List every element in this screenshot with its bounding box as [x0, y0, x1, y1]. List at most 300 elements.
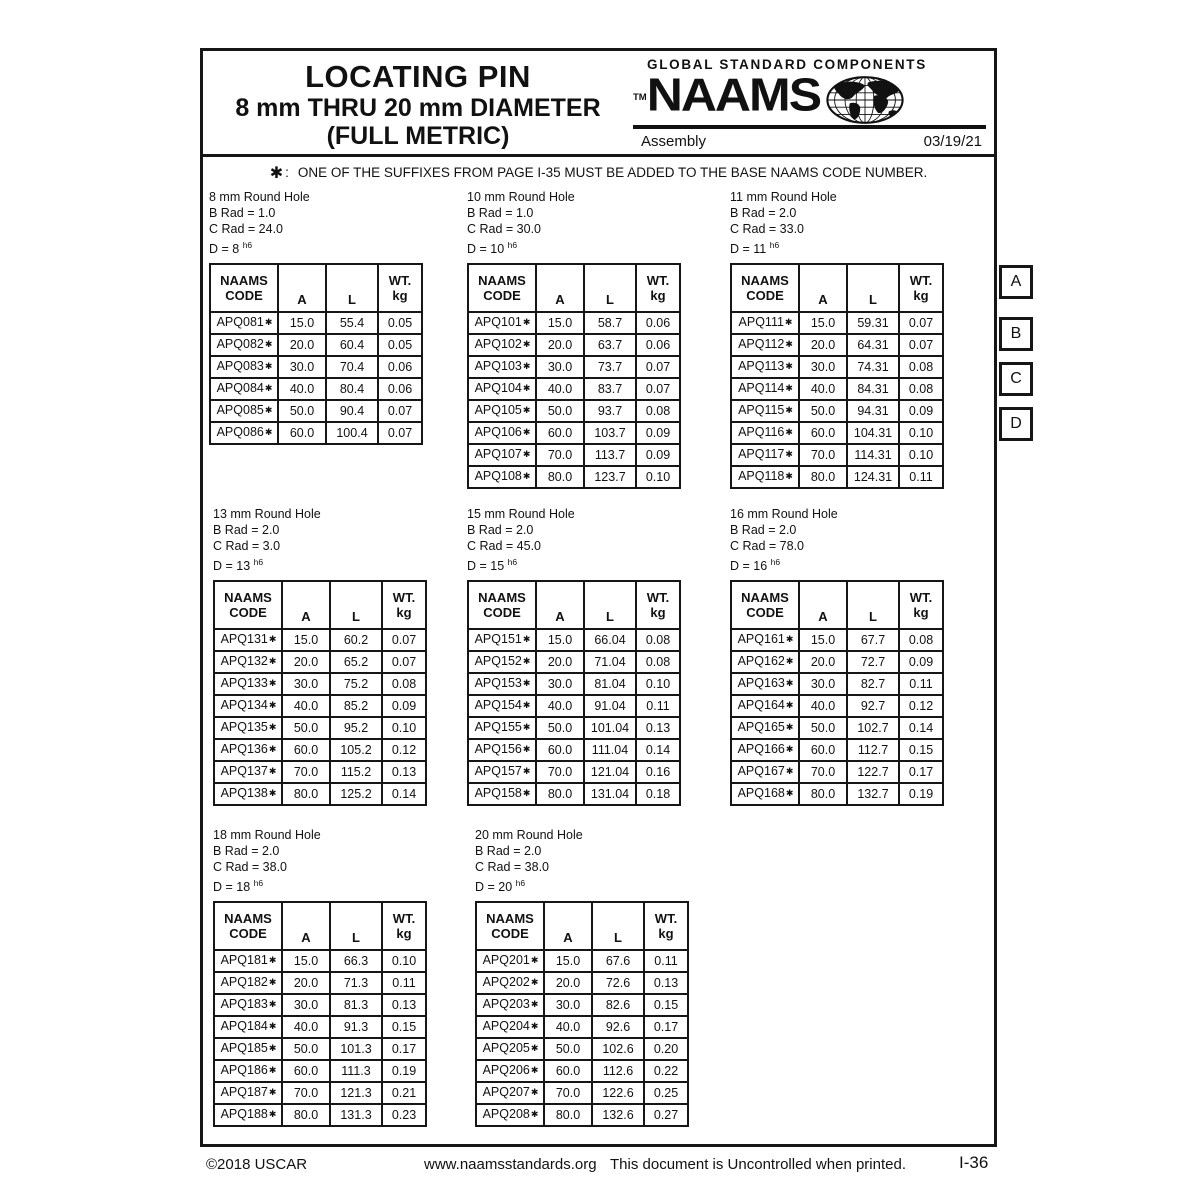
l-value-cell: 121.3 [330, 1082, 382, 1104]
b-rad-value: B Rad = 2.0 [467, 523, 534, 537]
wt-value-cell: 0.13 [644, 972, 688, 994]
naams-code-cell: APQ101✱ [468, 312, 536, 334]
wt-value-cell: 0.08 [636, 400, 680, 422]
naams-code-cell: APQ135✱ [214, 717, 282, 739]
naams-code-cell: APQ116✱ [731, 422, 799, 444]
naams-code-cell: APQ083✱ [210, 356, 278, 378]
naams-code-cell: APQ151✱ [468, 629, 536, 651]
table-row [476, 972, 688, 994]
wt-value-cell: 0.17 [899, 761, 943, 783]
col-header-wt: WT. kg [636, 264, 680, 312]
naams-table [209, 263, 423, 445]
col-header-naams-code: NAAMS CODE [468, 581, 536, 629]
hole-size-label: 18 mm Round Hole [213, 828, 321, 842]
c-rad-value: C Rad = 33.0 [730, 222, 805, 236]
naams-code-cell: APQ203✱ [476, 994, 544, 1016]
asterisk-icon: ✱ [785, 634, 794, 645]
col-header-naams-code: NAAMS CODE [468, 264, 536, 312]
l-value-cell: 72.6 [592, 972, 644, 994]
a-value-cell: 80.0 [536, 466, 584, 488]
a-value-cell: 40.0 [282, 695, 330, 717]
b-rad-value: B Rad = 1.0 [467, 206, 534, 220]
asterisk-icon: ✱ [522, 339, 531, 350]
wt-value-cell: 0.15 [899, 739, 943, 761]
pin-size-section [730, 506, 944, 806]
l-value-cell: 83.7 [584, 378, 636, 400]
table-row [476, 1038, 688, 1060]
wt-value-cell: 0.10 [899, 422, 943, 444]
b-rad-value: B Rad = 2.0 [213, 844, 280, 858]
a-value-cell: 80.0 [799, 783, 847, 805]
a-value-cell: 40.0 [536, 695, 584, 717]
a-value-cell: 50.0 [536, 400, 584, 422]
d-value: D = 18 $^{h6}$ [213, 878, 264, 895]
l-value-cell: 100.4 [326, 422, 378, 444]
table-row [731, 651, 943, 673]
naams-code-cell: APQ138✱ [214, 783, 282, 805]
col-header-naams-code: NAAMS CODE [476, 902, 544, 950]
table-row [468, 629, 680, 651]
asterisk-icon: ✱ [269, 165, 284, 182]
a-value-cell: 80.0 [799, 466, 847, 488]
a-value-cell: 60.0 [799, 739, 847, 761]
a-value-cell: 80.0 [282, 1104, 330, 1126]
naams-code-cell: APQ163✱ [731, 673, 799, 695]
asterisk-icon: ✱ [264, 339, 273, 350]
asterisk-icon: ✱ [522, 744, 531, 755]
col-header-l: L [592, 902, 644, 950]
wt-value-cell: 0.13 [382, 761, 426, 783]
a-value-cell: 15.0 [799, 629, 847, 651]
naams-code-cell: APQ162✱ [731, 651, 799, 673]
naams-code-cell: APQ155✱ [468, 717, 536, 739]
table-row [468, 378, 680, 400]
pin-size-section [213, 506, 427, 806]
table-row [468, 356, 680, 378]
wt-value-cell: 0.19 [899, 783, 943, 805]
l-value-cell: 74.31 [847, 356, 899, 378]
table-header [214, 581, 426, 629]
brand-row [633, 69, 986, 125]
a-value-cell: 15.0 [544, 950, 592, 972]
asterisk-icon: ✱ [522, 766, 531, 777]
naams-code-cell: APQ106✱ [468, 422, 536, 444]
a-value-cell: 70.0 [282, 761, 330, 783]
b-rad-value: B Rad = 2.0 [475, 844, 542, 858]
naams-code-cell: APQ156✱ [468, 739, 536, 761]
col-header-l: L [330, 581, 382, 629]
naams-table [475, 901, 689, 1127]
asterisk-icon: ✱ [268, 788, 277, 799]
table-header [731, 581, 943, 629]
table-header [214, 902, 426, 950]
table-row [210, 312, 422, 334]
document-frame [200, 48, 997, 1147]
asterisk-icon: ✱ [268, 1043, 277, 1054]
naams-code-cell: APQ082✱ [210, 334, 278, 356]
l-value-cell: 94.31 [847, 400, 899, 422]
a-value-cell: 40.0 [536, 378, 584, 400]
l-value-cell: 66.3 [330, 950, 382, 972]
b-rad-value: B Rad = 1.0 [209, 206, 276, 220]
wt-value-cell: 0.05 [378, 312, 422, 334]
asterisk-icon: ✱ [522, 678, 531, 689]
l-value-cell: 73.7 [584, 356, 636, 378]
l-value-cell: 132.6 [592, 1104, 644, 1126]
l-value-cell: 67.7 [847, 629, 899, 651]
wt-value-cell: 0.11 [644, 950, 688, 972]
table-row [731, 783, 943, 805]
naams-code-cell: APQ161✱ [731, 629, 799, 651]
website-url: www.naamsstandards.org [424, 1156, 597, 1173]
wt-value-cell: 0.22 [644, 1060, 688, 1082]
table-row [214, 1016, 426, 1038]
col-header-l: L [584, 581, 636, 629]
section-info [730, 189, 944, 257]
globe-icon [825, 75, 905, 125]
col-header-wt: WT. kg [378, 264, 422, 312]
naams-code-cell: APQ081✱ [210, 312, 278, 334]
hole-size-label: 16 mm Round Hole [730, 507, 838, 521]
a-value-cell: 80.0 [282, 783, 330, 805]
table-row [468, 422, 680, 444]
table-row [476, 994, 688, 1016]
section-info [467, 189, 681, 257]
naams-code-cell: APQ085✱ [210, 400, 278, 422]
naams-code-cell: APQ204✱ [476, 1016, 544, 1038]
wt-value-cell: 0.13 [382, 994, 426, 1016]
naams-code-cell: APQ105✱ [468, 400, 536, 422]
naams-code-cell: APQ118✱ [731, 466, 799, 488]
l-value-cell: 75.2 [330, 673, 382, 695]
naams-code-cell: APQ112✱ [731, 334, 799, 356]
wt-value-cell: 0.11 [899, 673, 943, 695]
table-row [214, 1104, 426, 1126]
col-header-wt: WT. kg [382, 902, 426, 950]
l-value-cell: 115.2 [330, 761, 382, 783]
side-tab-d: D [999, 407, 1033, 441]
wt-value-cell: 0.10 [382, 950, 426, 972]
c-rad-value: C Rad = 30.0 [467, 222, 542, 236]
pin-size-section [730, 189, 944, 489]
l-value-cell: 90.4 [326, 400, 378, 422]
wt-value-cell: 0.05 [378, 334, 422, 356]
wt-value-cell: 0.11 [382, 972, 426, 994]
table-row [210, 356, 422, 378]
asterisk-icon: ✱ [268, 1065, 277, 1076]
naams-table [467, 263, 681, 489]
a-value-cell: 70.0 [536, 444, 584, 466]
l-value-cell: 82.7 [847, 673, 899, 695]
asterisk-icon: ✱ [522, 405, 531, 416]
table-row [214, 783, 426, 805]
section-info [475, 827, 689, 895]
wt-value-cell: 0.07 [899, 334, 943, 356]
table-row [214, 695, 426, 717]
table-row [468, 334, 680, 356]
naams-code-cell: APQ201✱ [476, 950, 544, 972]
asterisk-icon: ✱ [785, 339, 793, 350]
wt-value-cell: 0.10 [382, 717, 426, 739]
wt-value-cell: 0.13 [636, 717, 680, 739]
note-text: ONE OF THE SUFFIXES FROM PAGE I-35 MUST BE ADDED TO THE BASE NAAMS CODE NUMBER. [297, 164, 928, 180]
table-row [731, 422, 943, 444]
l-value-cell: 84.31 [847, 378, 899, 400]
l-value-cell: 112.7 [847, 739, 899, 761]
pin-size-section [213, 827, 427, 1127]
page-number: I-36 [959, 1153, 989, 1172]
table-row [731, 444, 943, 466]
a-value-cell: 20.0 [799, 334, 847, 356]
l-value-cell: 72.7 [847, 651, 899, 673]
table-row [731, 739, 943, 761]
table-row [731, 673, 943, 695]
naams-code-cell: APQ158✱ [468, 783, 536, 805]
hole-size-label: 20 mm Round Hole [475, 828, 583, 842]
naams-code-cell: APQ131✱ [214, 629, 282, 651]
l-value-cell: 66.04 [584, 629, 636, 651]
section-info [213, 827, 427, 895]
wt-value-cell: 0.10 [899, 444, 943, 466]
naams-code-cell: APQ117✱ [731, 444, 799, 466]
table-row [476, 950, 688, 972]
a-value-cell: 30.0 [536, 673, 584, 695]
asterisk-icon: ✱ [268, 744, 277, 755]
naams-table [213, 901, 427, 1127]
l-value-cell: 81.04 [584, 673, 636, 695]
wt-value-cell: 0.06 [636, 312, 680, 334]
section-info [467, 506, 681, 574]
wt-value-cell: 0.06 [378, 378, 422, 400]
wt-value-cell: 0.09 [899, 651, 943, 673]
wt-value-cell: 0.09 [636, 422, 680, 444]
wt-value-cell: 0.25 [644, 1082, 688, 1104]
naams-code-cell: APQ167✱ [731, 761, 799, 783]
wt-value-cell: 0.09 [382, 695, 426, 717]
wt-value-cell: 0.07 [636, 356, 680, 378]
b-rad-value: B Rad = 2.0 [213, 523, 280, 537]
wt-value-cell: 0.08 [899, 356, 943, 378]
asterisk-icon: ✱ [530, 955, 539, 966]
col-header-l: L [326, 264, 378, 312]
side-tab-b: B [999, 317, 1033, 351]
asterisk-icon: ✱ [522, 700, 531, 711]
asterisk-icon: ✱ [264, 405, 273, 416]
asterisk-icon: ✱ [530, 1109, 539, 1120]
table-row [214, 761, 426, 783]
l-value-cell: 122.6 [592, 1082, 644, 1104]
asterisk-icon: ✱ [785, 766, 794, 777]
a-value-cell: 60.0 [536, 422, 584, 444]
naams-code-cell: APQ182✱ [214, 972, 282, 994]
asterisk-icon: ✱ [785, 449, 793, 460]
a-value-cell: 15.0 [536, 312, 584, 334]
naams-code-cell: APQ134✱ [214, 695, 282, 717]
a-value-cell: 60.0 [282, 739, 330, 761]
wt-value-cell: 0.17 [382, 1038, 426, 1060]
col-header-a: A [799, 581, 847, 629]
note-colon: : [285, 164, 289, 180]
naams-code-cell: APQ102✱ [468, 334, 536, 356]
table-row [214, 673, 426, 695]
b-rad-value: B Rad = 2.0 [730, 206, 797, 220]
a-value-cell: 30.0 [544, 994, 592, 1016]
asterisk-icon: ✱ [784, 317, 793, 328]
table-row [731, 717, 943, 739]
d-value: D = 20 $^{h6}$ [475, 878, 526, 895]
l-value-cell: 104.31 [847, 422, 899, 444]
naams-code-cell: APQ165✱ [731, 717, 799, 739]
brand-tagline: GLOBAL STANDARD COMPONENTS [647, 57, 927, 72]
l-value-cell: 101.3 [330, 1038, 382, 1060]
wt-value-cell: 0.27 [644, 1104, 688, 1126]
table-row [476, 1104, 688, 1126]
l-value-cell: 125.2 [330, 783, 382, 805]
l-value-cell: 82.6 [592, 994, 644, 1016]
d-value: D = 15 $^{h6}$ [467, 557, 518, 574]
section-info [730, 506, 944, 574]
a-value-cell: 60.0 [799, 422, 847, 444]
col-header-a: A [544, 902, 592, 950]
a-value-cell: 30.0 [282, 673, 330, 695]
asterisk-icon: ✱ [530, 1065, 539, 1076]
naams-code-cell: APQ205✱ [476, 1038, 544, 1060]
naams-code-cell: APQ108✱ [468, 466, 536, 488]
table-row [468, 312, 680, 334]
table-row [468, 651, 680, 673]
wt-value-cell: 0.06 [378, 356, 422, 378]
naams-code-cell: APQ186✱ [214, 1060, 282, 1082]
wt-value-cell: 0.19 [382, 1060, 426, 1082]
l-value-cell: 101.04 [584, 717, 636, 739]
l-value-cell: 85.2 [330, 695, 382, 717]
wt-value-cell: 0.11 [899, 466, 943, 488]
wt-value-cell: 0.08 [382, 673, 426, 695]
wt-value-cell: 0.15 [382, 1016, 426, 1038]
l-value-cell: 112.6 [592, 1060, 644, 1082]
table-header [468, 264, 680, 312]
hole-size-label: 10 mm Round Hole [467, 190, 575, 204]
c-rad-value: C Rad = 38.0 [475, 860, 550, 874]
naams-code-cell: APQ181✱ [214, 950, 282, 972]
col-header-wt: WT. kg [636, 581, 680, 629]
table-row [214, 651, 426, 673]
naams-code-cell: APQ164✱ [731, 695, 799, 717]
wt-value-cell: 0.12 [899, 695, 943, 717]
a-value-cell: 50.0 [799, 400, 847, 422]
c-rad-value: C Rad = 45.0 [467, 539, 542, 553]
asterisk-icon: ✱ [522, 383, 531, 394]
header [203, 51, 994, 157]
col-header-wt: WT. kg [899, 264, 943, 312]
a-value-cell: 40.0 [799, 695, 847, 717]
asterisk-icon: ✱ [522, 656, 531, 667]
wt-value-cell: 0.07 [382, 651, 426, 673]
c-rad-value: C Rad = 24.0 [209, 222, 284, 236]
col-header-naams-code: NAAMS CODE [210, 264, 278, 312]
col-header-l: L [584, 264, 636, 312]
wt-value-cell: 0.14 [636, 739, 680, 761]
a-value-cell: 30.0 [536, 356, 584, 378]
asterisk-icon: ✱ [268, 722, 277, 733]
l-value-cell: 111.04 [584, 739, 636, 761]
asterisk-icon: ✱ [785, 722, 794, 733]
trademark-label: TM [633, 92, 647, 103]
l-value-cell: 95.2 [330, 717, 382, 739]
wt-value-cell: 0.07 [899, 312, 943, 334]
naams-table [467, 580, 681, 806]
wt-value-cell: 0.08 [899, 378, 943, 400]
a-value-cell: 15.0 [536, 629, 584, 651]
naams-code-cell: APQ111✱ [731, 312, 799, 334]
asterisk-icon: ✱ [785, 383, 793, 394]
naams-code-cell: APQ086✱ [210, 422, 278, 444]
wt-value-cell: 0.17 [644, 1016, 688, 1038]
col-header-wt: WT. kg [382, 581, 426, 629]
a-value-cell: 50.0 [799, 717, 847, 739]
asterisk-icon: ✱ [785, 678, 794, 689]
naams-code-cell: APQ104✱ [468, 378, 536, 400]
d-value: D = 13 $^{h6}$ [213, 557, 264, 574]
a-value-cell: 40.0 [278, 378, 326, 400]
a-value-cell: 60.0 [282, 1060, 330, 1082]
l-value-cell: 91.04 [584, 695, 636, 717]
c-rad-value: C Rad = 78.0 [730, 539, 805, 553]
wt-value-cell: 0.08 [899, 629, 943, 651]
col-header-l: L [847, 581, 899, 629]
naams-code-cell: APQ183✱ [214, 994, 282, 1016]
wt-value-cell: 0.23 [382, 1104, 426, 1126]
suffix-note [203, 157, 994, 187]
l-value-cell: 92.6 [592, 1016, 644, 1038]
table-row [214, 717, 426, 739]
table-row [468, 739, 680, 761]
table-row [210, 378, 422, 400]
table-row [468, 466, 680, 488]
asterisk-icon: ✱ [264, 361, 273, 372]
a-value-cell: 60.0 [278, 422, 326, 444]
col-header-a: A [536, 264, 584, 312]
col-header-a: A [278, 264, 326, 312]
l-value-cell: 131.3 [330, 1104, 382, 1126]
l-value-cell: 59.31 [847, 312, 899, 334]
pin-size-section [475, 827, 689, 1127]
wt-value-cell: 0.21 [382, 1082, 426, 1104]
page-subtitle: 8 mm THRU 20 mm DIAMETER [235, 94, 601, 122]
naams-code-cell: APQ114✱ [731, 378, 799, 400]
l-value-cell: 122.7 [847, 761, 899, 783]
section-info [209, 189, 423, 257]
asterisk-icon: ✱ [522, 317, 531, 328]
table-row [731, 761, 943, 783]
table-row [214, 1060, 426, 1082]
asterisk-icon: ✱ [530, 1043, 539, 1054]
l-value-cell: 111.3 [330, 1060, 382, 1082]
l-value-cell: 67.6 [592, 950, 644, 972]
l-value-cell: 105.2 [330, 739, 382, 761]
d-value: D = 11 $^{h6}$ [730, 240, 780, 257]
table-row [731, 378, 943, 400]
asterisk-icon: ✱ [522, 788, 531, 799]
logo-footer-row [633, 129, 986, 150]
l-value-cell: 60.4 [326, 334, 378, 356]
a-value-cell: 20.0 [536, 651, 584, 673]
a-value-cell: 60.0 [536, 739, 584, 761]
naams-code-cell: APQ184✱ [214, 1016, 282, 1038]
col-header-naams-code: NAAMS CODE [214, 902, 282, 950]
tables-area [203, 187, 994, 1147]
l-value-cell: 81.3 [330, 994, 382, 1016]
